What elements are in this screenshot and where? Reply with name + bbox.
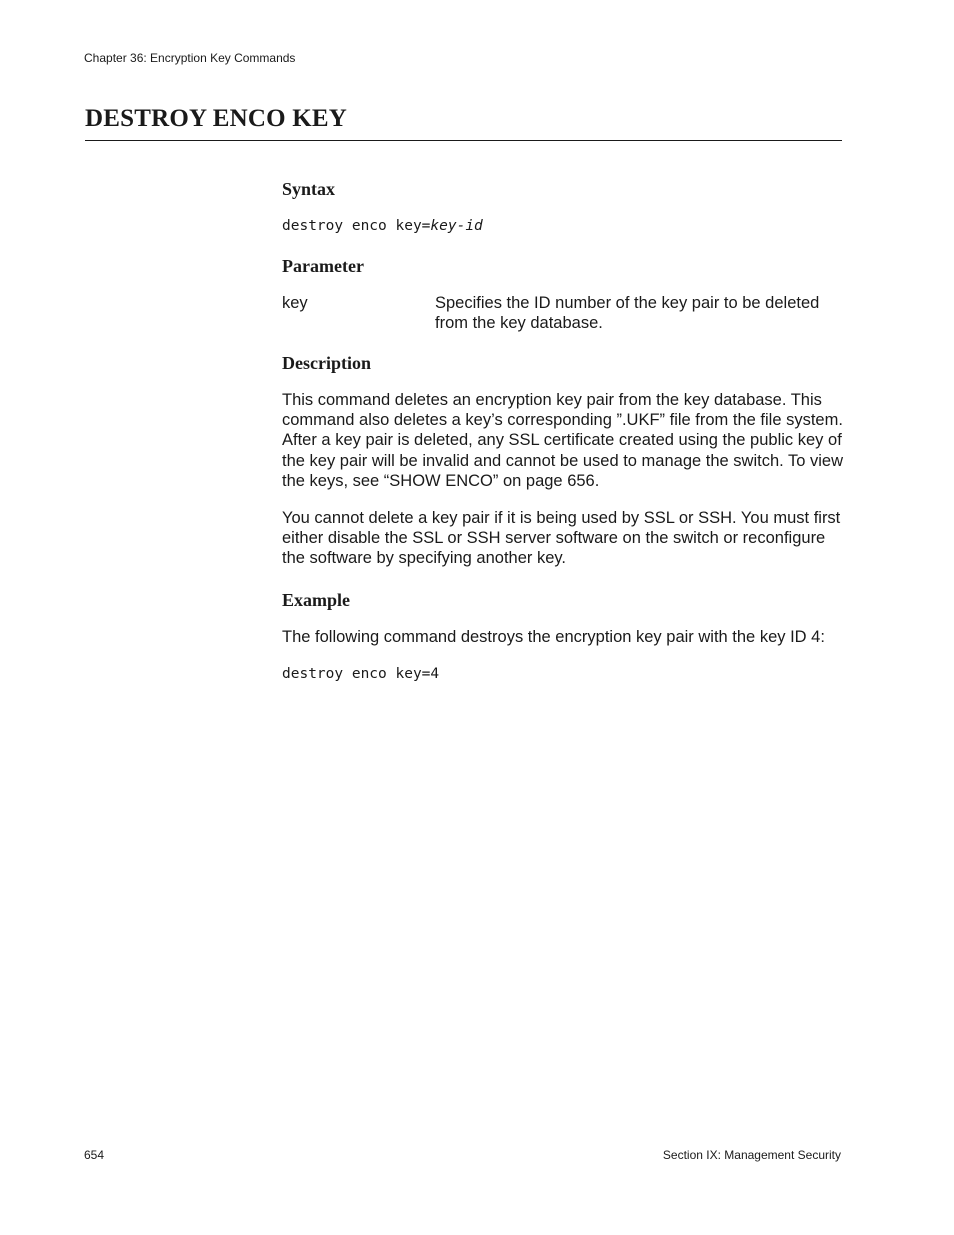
- example-command: destroy enco key=4: [282, 665, 440, 682]
- running-header: Chapter 36: Encryption Key Commands: [84, 51, 296, 65]
- page-number: 654: [84, 1148, 105, 1162]
- title-rule: [85, 140, 842, 141]
- description-paragraph: This command deletes an encryption key pair from the key database. This command also deletes a key’s corresponding ”.UKF” file from the file system. After a key pair is deleted, any SSL certificate created using the public key of the key pair will be invalid and cannot be used to manage the switch. To view the keys, see “SHOW ENCO” on page 656.: [282, 391, 844, 490]
- example-heading: Example: [282, 589, 351, 610]
- example-text: The following command destroys the encryption key pair with the key ID 4:: [282, 627, 825, 646]
- syntax-argument: key-id: [430, 218, 483, 234]
- parameter-name: key: [282, 294, 308, 312]
- syntax-command: [282, 216, 847, 236]
- content-body: [282, 178, 847, 684]
- parameter-row: [282, 293, 847, 335]
- syntax-command-text: destroy enco key=: [282, 218, 431, 234]
- description-heading: Description: [282, 353, 371, 373]
- page-title: DESTROY ENCO KEY: [85, 105, 348, 132]
- syntax-heading: Syntax: [282, 179, 336, 199]
- parameter-heading: Parameter: [282, 256, 364, 276]
- description-paragraph: You cannot delete a key pair if it is being used by SSL or SSH. You must first either disable the SSL or SSH server software on the switch or reconfigure the software by specifying another key.: [282, 509, 841, 568]
- footer-section: Section IX: Management Security: [662, 1148, 841, 1162]
- parameter-description: Specifies the ID number of the key pair to be deleted from the key database.: [435, 294, 820, 333]
